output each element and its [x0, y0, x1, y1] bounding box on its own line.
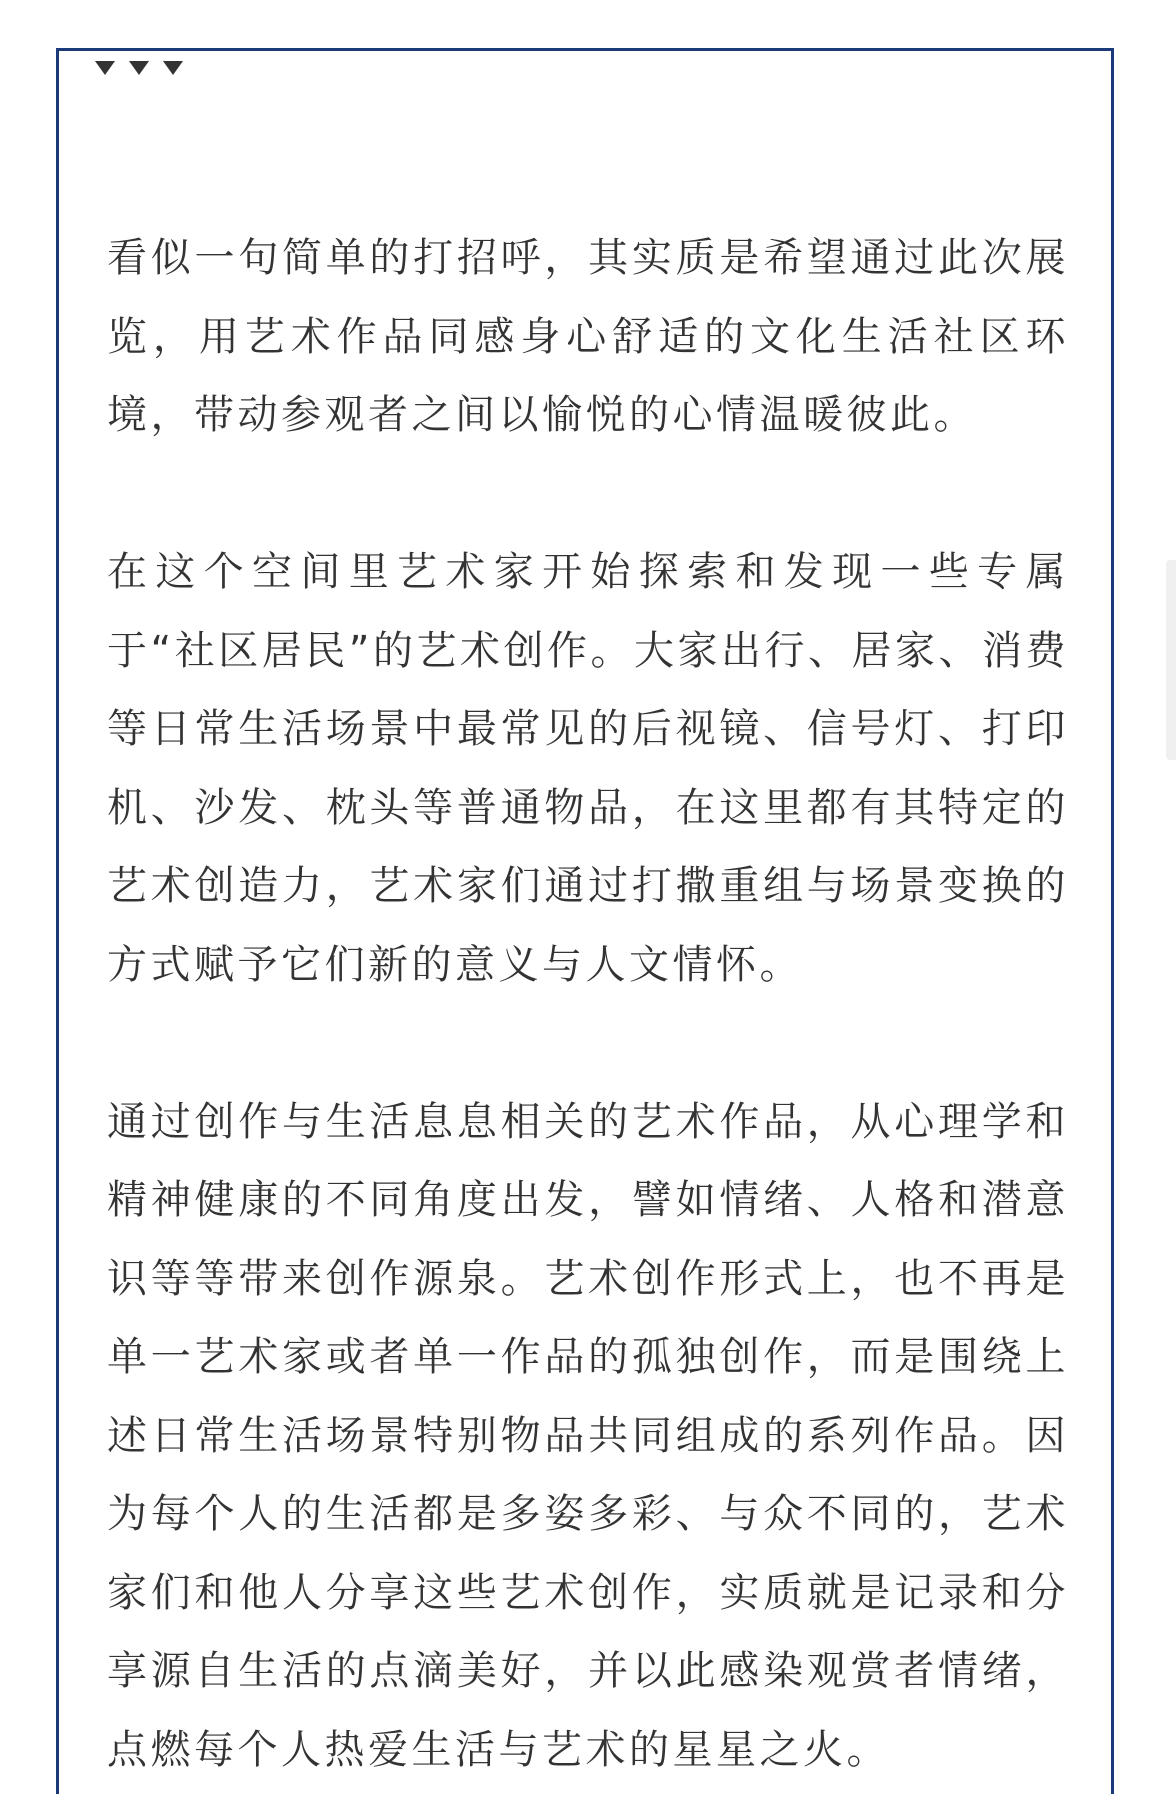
triangle-down-icon	[95, 61, 115, 75]
paragraph-3: 通过创作与生活息息相关的艺术作品，从心理学和精神健康的不同角度出发，譬如情绪、人格和潜意识等等带来创作源泉。艺术创作形式上，也不再是单一艺术家或者单一作品的孤独创作，而是围绕上述日常生活场景特别物品共同组成的系列作品。因为每个人的生活都是多姿多彩、与众不同的，艺术家们和他人分享这些艺术创作，实质就是记录和分享源自生活的点滴美好，并以此感染观赏者情绪，点燃每个人热爱生活与艺术的星星之火。	[107, 1098, 1069, 1773]
paragraph-1: 看似一句简单的打招呼，其实质是希望通过此次展览，用艺术作品同感身心舒适的文化生活社区环境，带动参观者之间以愉悦的心情温暖彼此。	[107, 235, 1069, 438]
scroll-indicator[interactable]	[1166, 560, 1176, 760]
triangle-down-icon	[163, 61, 183, 75]
decorative-marks	[95, 61, 183, 75]
triangle-down-icon	[129, 61, 149, 75]
paragraph-2: 在这个空间里艺术家开始探索和发现一些专属于“社区居民”的艺术创作。大家出行、居家、消费等日常生活场景中最常见的后视镜、信号灯、打印机、沙发、枕头等普通物品，在这里都有其特定的艺术创造力，艺术家们通过打撒重组与场景变换的方式赋予它们新的意义与人文情怀。	[107, 549, 1069, 988]
article-body	[107, 219, 1069, 1794]
article-frame	[56, 48, 1114, 1794]
